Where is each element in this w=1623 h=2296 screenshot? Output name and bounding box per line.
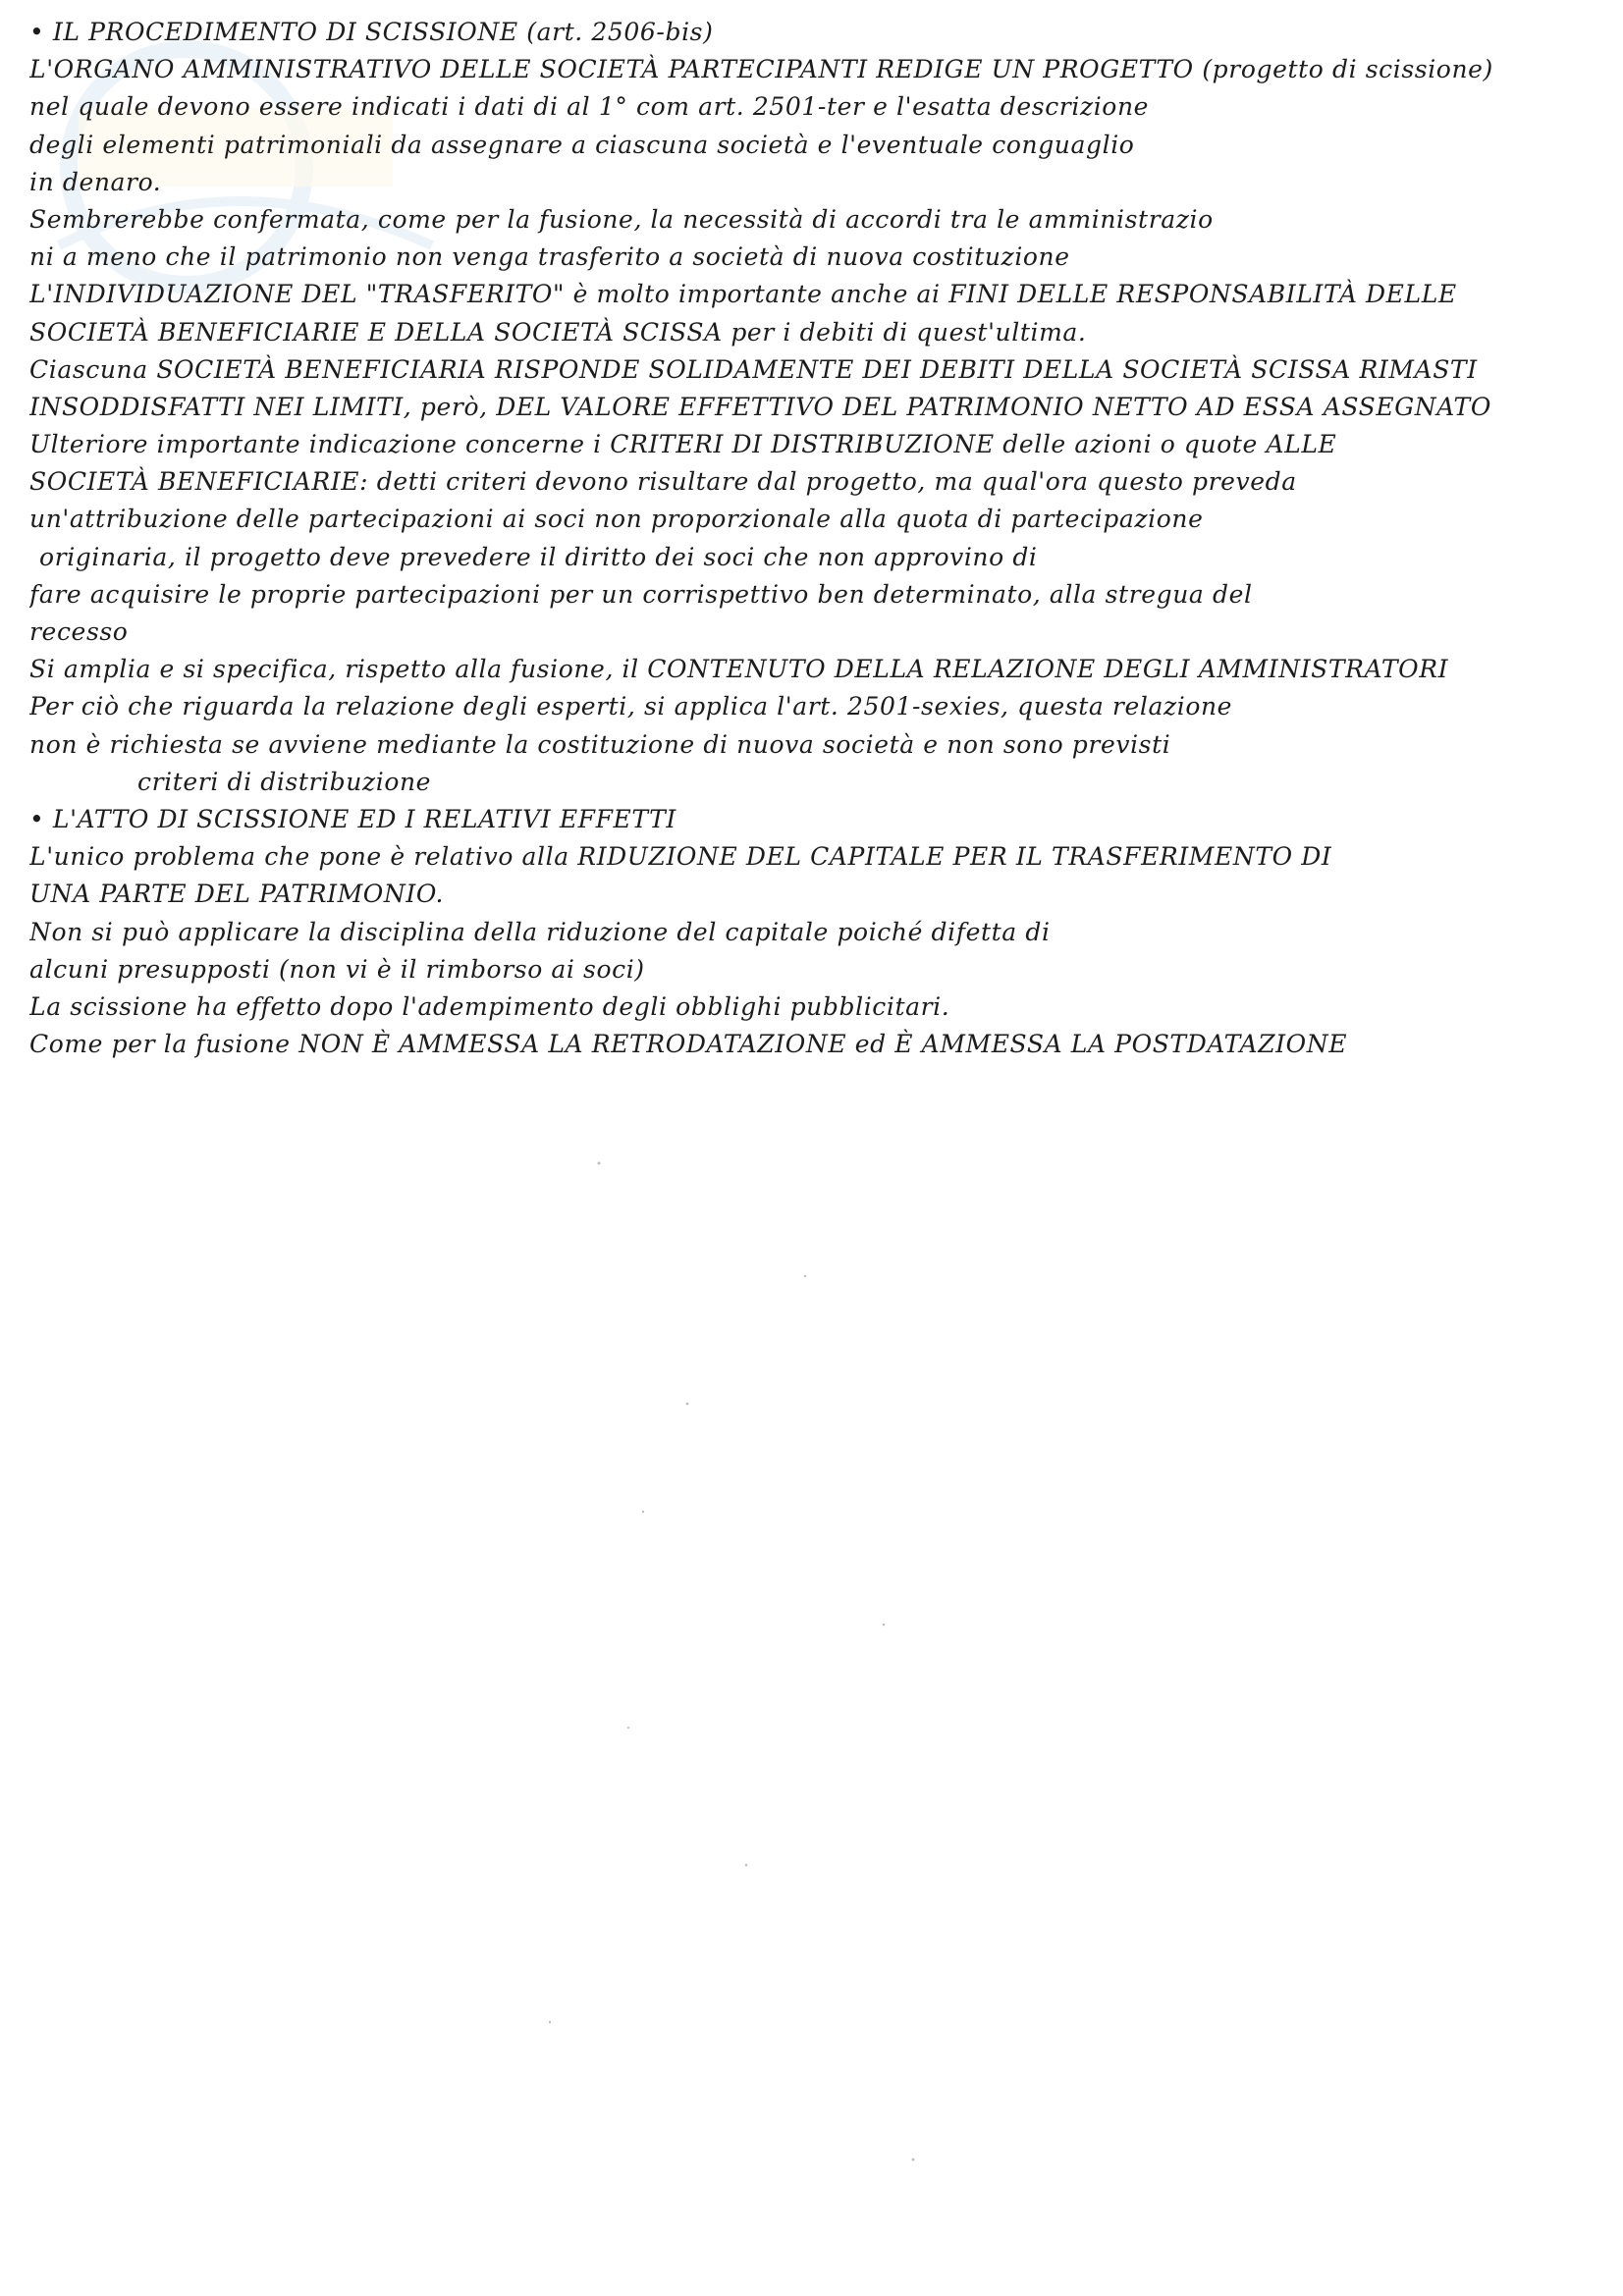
notes-line: non è richiesta se avviene mediante la costituzione di nuova società e non sono previsti xyxy=(29,729,1171,759)
section-heading-procedimento: • IL PROCEDIMENTO DI SCISSIONE (art. 2506-bis) xyxy=(29,18,714,46)
notes-line: SOCIETÀ BENEFICIARIE E DELLA SOCIETÀ SCISSA per i debiti di quest'ultima. xyxy=(29,317,1087,347)
notes-line: criteri di distribuzione xyxy=(137,767,432,796)
section-heading-atto: • L'ATTO DI SCISSIONE ED I RELATIVI EFFETTI xyxy=(29,804,676,833)
notes-line: fare acquisire le proprie partecipazioni per un corrispettivo ben determinato, alla stregua del xyxy=(29,579,1253,609)
notes-line: L'INDIVIDUAZIONE DEL "TRASFERITO" è molto importante anche ai FINI DELLE RESPONSABILITÀ DELLE xyxy=(29,280,1457,309)
notes-line: Si amplia e si specifica, rispetto alla fusione, il CONTENUTO DELLA RELAZIONE DEGLI AMMINISTRATORI xyxy=(29,655,1449,684)
notes-line: Sembrerebbe confermata, come per la fusione, la necessità di accordi tra le amministrazio xyxy=(29,204,1214,234)
notes-line: Non si può applicare la disciplina della riduzione del capitale poiché difetta di xyxy=(29,917,1051,946)
notes-line: Ulteriore importante indicazione concerne i CRITERI DI DISTRIBUZIONE delle azioni o quote ALLE xyxy=(29,430,1337,459)
notes-line: SOCIETÀ BENEFICIARIE: detti criteri devono risultare dal progetto, ma qual'ora questo preveda xyxy=(29,467,1297,497)
notes-line: alcuni presupposti (non vi è il rimborso ai soci) xyxy=(29,954,645,984)
notes-line: in denaro. xyxy=(29,167,162,196)
handwritten-notes xyxy=(29,14,1600,1063)
notes-line: Come per la fusione NON È AMMESSA LA RETRODATAZIONE ed È AMMESSA LA POSTDATAZIONE xyxy=(29,1030,1348,1059)
notes-line: L'ORGANO AMMINISTRATIVO DELLE SOCIETÀ PARTECIPANTI REDIGE UN PROGETTO (progetto di scissione) xyxy=(29,55,1493,84)
notes-line: originaria, il progetto deve prevedere il diritto dei soci che non approvino di xyxy=(39,542,1038,571)
notes-line: UNA PARTE DEL PATRIMONIO. xyxy=(29,880,445,909)
notes-line: nel quale devono essere indicati i dati di al 1° com art. 2501-ter e l'esatta descrizione xyxy=(29,92,1150,122)
notes-line: ni a meno che il patrimonio non venga trasferito a società di nuova costituzione xyxy=(29,242,1070,272)
notes-line: un'attribuzione delle partecipazioni ai soci non proporzionale alla quota di partecipazione xyxy=(29,505,1204,534)
notes-line: Ciascuna SOCIETÀ BENEFICIARIA RISPONDE SOLIDAMENTE DEI DEBITI DELLA SOCIETÀ SCISSA RIMASTI xyxy=(29,354,1478,384)
notes-line: La scissione ha effetto dopo l'adempimento degli obblighi pubblicitari. xyxy=(29,991,950,1021)
notes-line: INSODDISFATTI NEI LIMITI, però, DEL VALORE EFFETTIVO DEL PATRIMONIO NETTO AD ESSA ASSEGNATO xyxy=(29,392,1491,421)
notes-line: L'unico problema che pone è relativo alla RIDUZIONE DEL CAPITALE PER IL TRASFERIMENTO DI xyxy=(29,842,1332,872)
notes-line: Per ciò che riguarda la relazione degli esperti, si applica l'art. 2501-sexies, questa relazione xyxy=(29,692,1233,721)
notes-line: recesso xyxy=(29,617,129,646)
notes-line: degli elementi patrimoniali da assegnare a ciascuna società e l'eventuale conguaglio xyxy=(29,130,1135,159)
